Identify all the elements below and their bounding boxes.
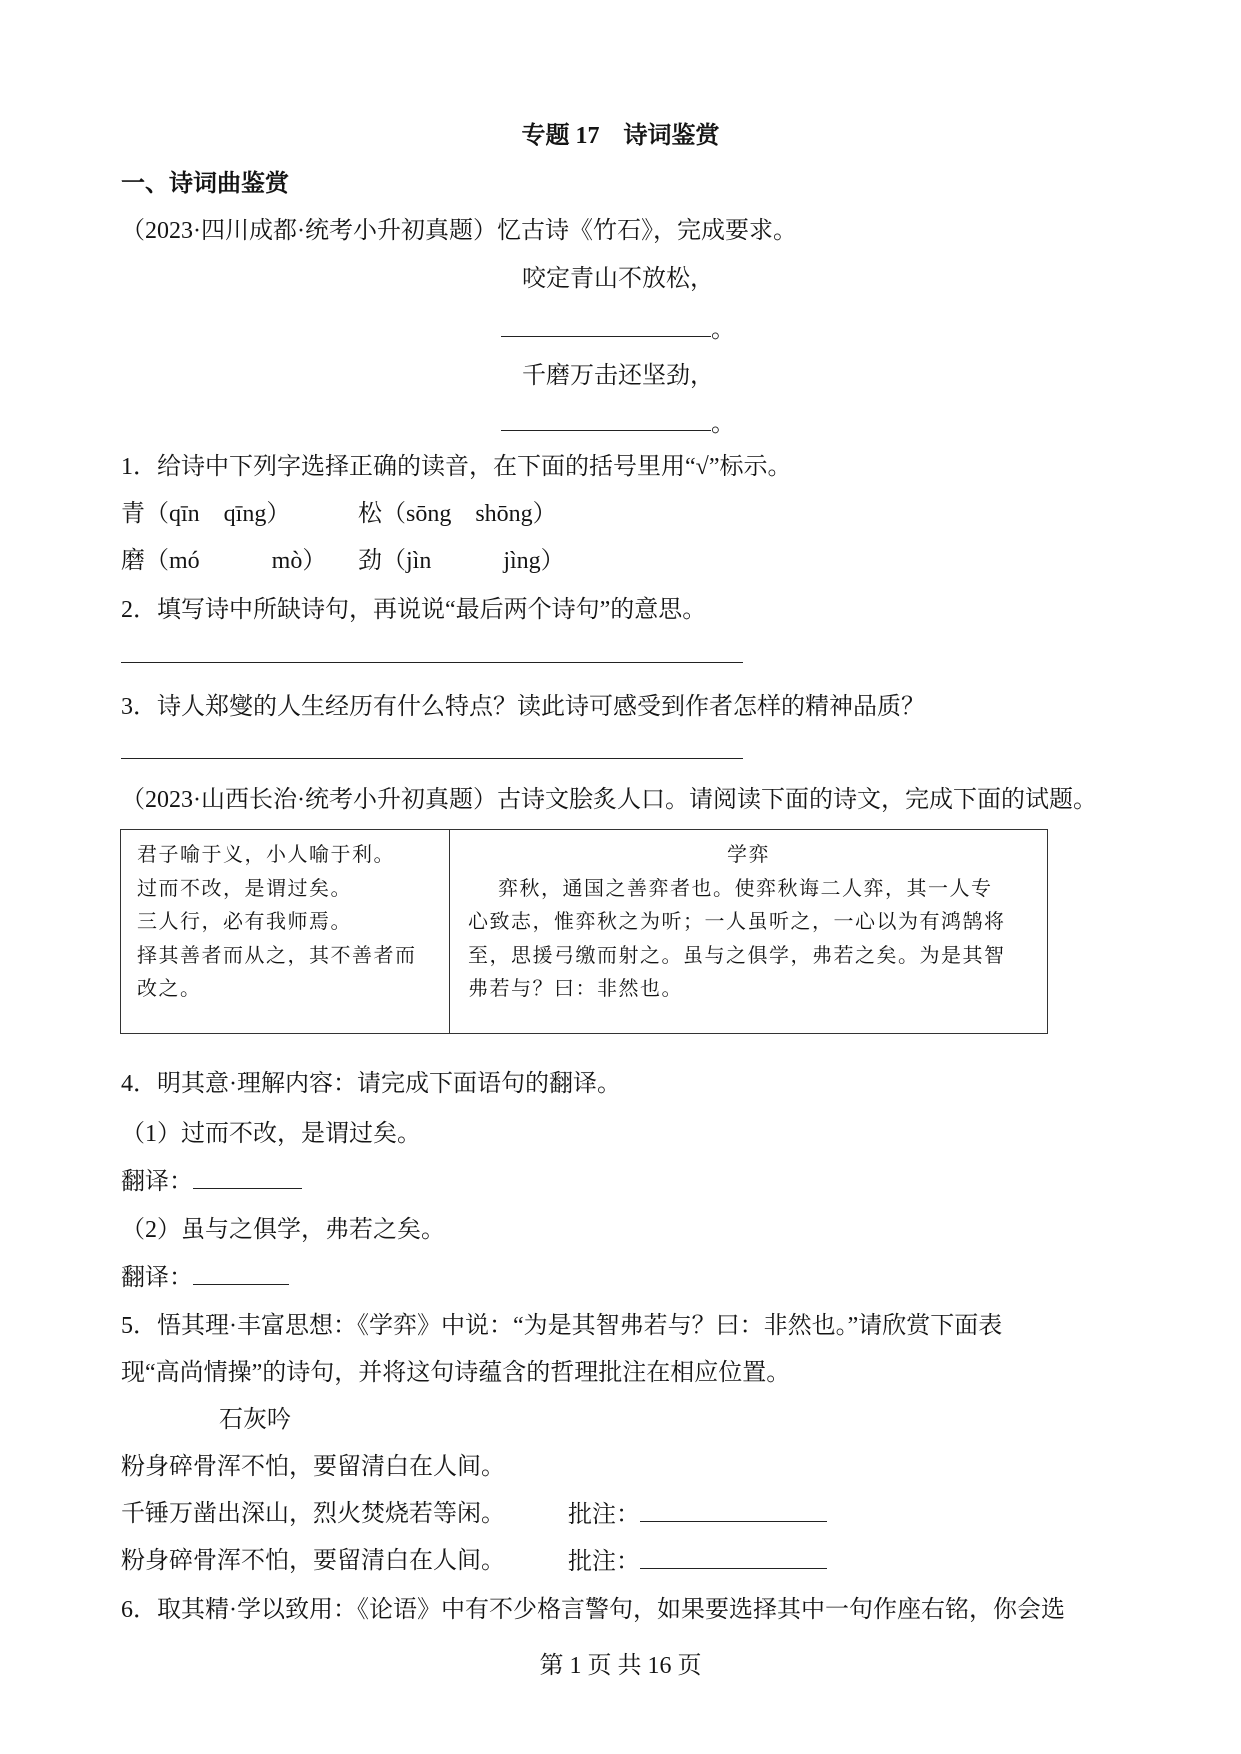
- answer-line-2: [121, 662, 743, 663]
- analects-line: 过而不改，是谓过矣。: [137, 875, 352, 900]
- poem-blank-line-2: [501, 314, 735, 345]
- annotation-1: [568, 1499, 827, 1530]
- page-footer: 第 1 页 共 16 页: [539, 1653, 702, 1679]
- translation-blank-2: [193, 1262, 289, 1285]
- page-title: 专题 17 诗词鉴赏: [521, 123, 720, 149]
- pronunciation-item-song: 松（sōng shōng）: [358, 501, 557, 527]
- poem-blank-2: [501, 314, 711, 337]
- analects-line: 改之。: [137, 976, 202, 1000]
- question-4: 4．明其意·理解内容：请完成下面语句的翻译。: [121, 1071, 621, 1097]
- poem2-line-3: 粉身碎骨浑不怕，要留清白在人间。: [121, 1548, 505, 1574]
- poem2-line-1: 粉身碎骨浑不怕，要留清白在人间。: [121, 1454, 505, 1480]
- poem-blank-4: [501, 408, 711, 431]
- poem2-title: 石灰吟: [219, 1407, 291, 1433]
- translation-answer-2: [121, 1262, 289, 1293]
- translation-answer-1: [121, 1166, 302, 1197]
- pronunciation-item-qing: 青（qīn qīng）: [121, 501, 291, 527]
- pronunciation-item-mo: 磨（mó mò）: [121, 548, 327, 574]
- question-intro-2: （2023·山西长治·统考小升初真题）古诗文脍炙人口。请阅读下面的诗文，完成下面的试题。: [121, 787, 1097, 813]
- question-1: 1．给诗中下列字选择正确的读音，在下面的括号里用“√”标示。: [121, 454, 792, 480]
- table-cell-analects: [121, 830, 450, 1033]
- question-2: 2．填写诗中所缺诗句，再说说“最后两个诗句”的意思。: [121, 597, 707, 623]
- question-5-line-2: 现“高尚情操”的诗句，并将这句诗蕴含的哲理批注在相应位置。: [121, 1360, 791, 1386]
- annotation-2: [568, 1546, 827, 1577]
- poem-line-1: 咬定青山不放松，: [522, 266, 714, 292]
- poem-line-3: 千磨万击还坚劲，: [522, 363, 714, 389]
- poem-blank-2-end: 。: [711, 317, 735, 343]
- xueyi-line: 弈秋，通国之善弈者也。使弈秋诲二人弈，其一人专: [498, 875, 993, 900]
- answer-line-3: [121, 758, 743, 759]
- poem-blank-line-4: [501, 408, 735, 439]
- question-6: 6．取其精·学以致用：《论语》中有不少格言警句，如果要选择其中一句作座右铭，你会选: [121, 1597, 1065, 1623]
- annotation-label: 批注：: [568, 1502, 640, 1528]
- xueyi-line: 弗若与？曰：非然也。: [468, 976, 683, 1000]
- question-4-2: （2）虽与之俱学，弗若之矣。: [121, 1217, 445, 1243]
- table-cell-xueyi: [450, 830, 1047, 1033]
- pronunciation-item-jin: 劲（jìn jìng）: [358, 548, 565, 574]
- analects-line: 君子喻于义，小人喻于利。: [137, 842, 395, 866]
- xueyi-line: 心致志，惟弈秋之为听；一人虽听之，一心以为有鸿鹄将: [468, 909, 1006, 933]
- annotation-blank-2: [640, 1546, 827, 1569]
- xueyi-line: 至，思援弓缴而射之。虽与之俱学，弗若之矣。为是其智: [468, 942, 1006, 967]
- translation-label: 翻译：: [121, 1169, 193, 1195]
- translation-label: 翻译：: [121, 1265, 193, 1291]
- question-5-line-1: 5．悟其理·丰富思想：《学弈》中说：“为是其智弗若与？曰：非然也。”请欣赏下面表: [121, 1313, 1003, 1339]
- question-4-1: （1）过而不改，是谓过矣。: [121, 1121, 421, 1147]
- analects-line: 三人行，必有我师焉。: [137, 909, 352, 933]
- analects-line: 择其善者而从之，其不善者而: [137, 942, 417, 967]
- poem2-line-2: 千锤万凿出深山，烈火焚烧若等闲。: [121, 1501, 505, 1527]
- annotation-blank-1: [640, 1499, 827, 1522]
- poem-blank-4-end: 。: [711, 411, 735, 437]
- translation-blank-1: [193, 1166, 302, 1189]
- annotation-label: 批注：: [568, 1549, 640, 1575]
- reading-table: [120, 829, 1048, 1034]
- question-3: 3．诗人郑燮的人生经历有什么特点？读此诗可感受到作者怎样的精神品质？: [121, 694, 925, 720]
- section-heading: 一、诗词曲鉴赏: [121, 171, 289, 197]
- xueyi-title: 学弈: [727, 842, 770, 866]
- question-intro-1: （2023·四川成都·统考小升初真题）忆古诗《竹石》，完成要求。: [121, 218, 797, 244]
